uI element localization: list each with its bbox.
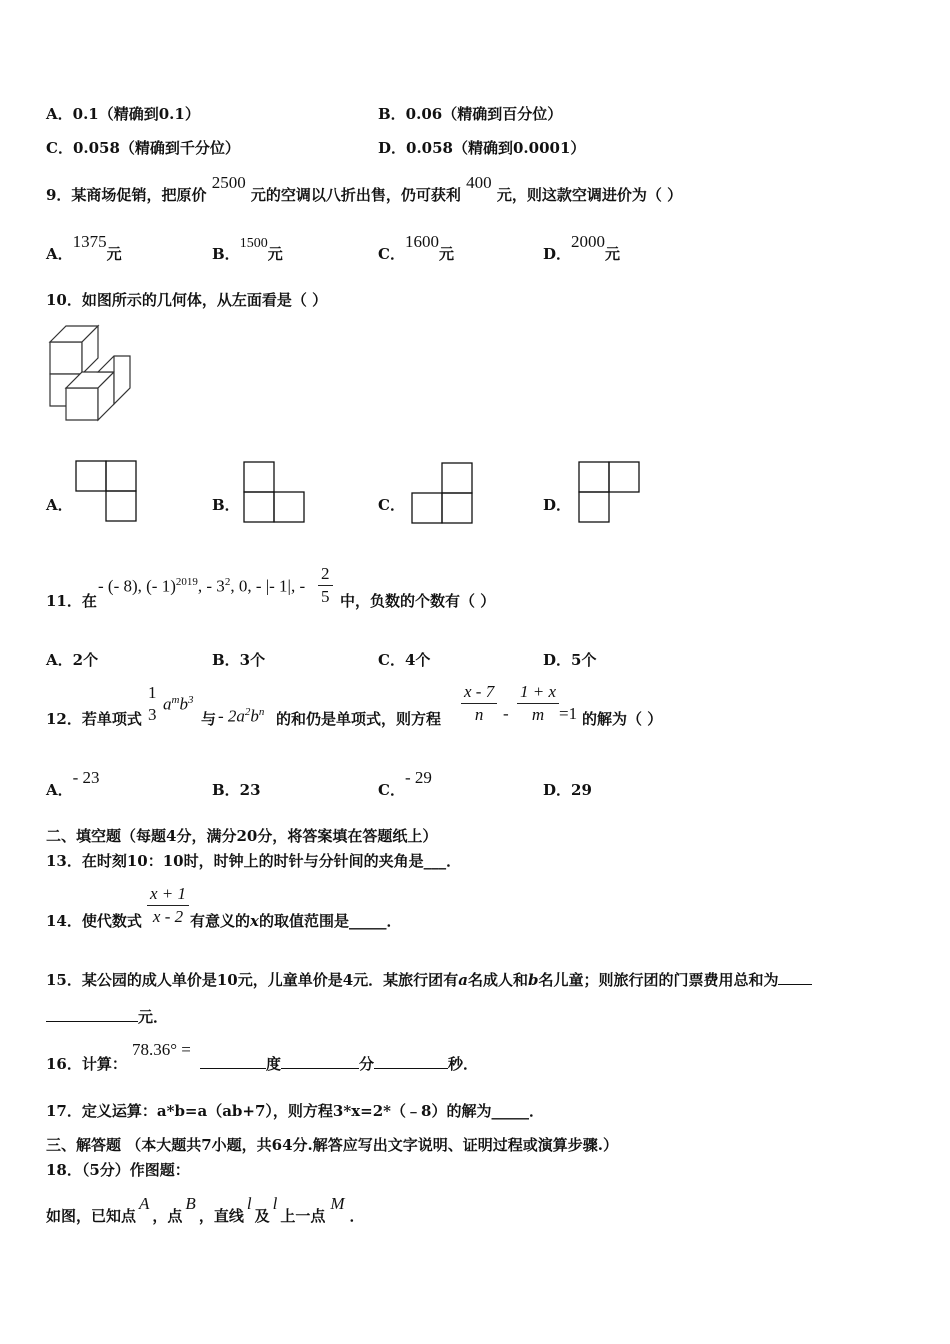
q12-option-d: D．29 [543,781,592,799]
q12-mid: 的和仍是单项式，则方程 [276,710,442,728]
section-3-heading: 三、解答题 （本大题共7小题，共64分.解答应写出文字说明、证明过程或演算步骤.） [46,1136,618,1154]
q9-stem: 9．某商场促销，把原价 2500 元的空调以八折出售，仍可获利 400 元，则这款空调进价为（ ） [46,173,683,204]
q9-price: 2500 [211,173,246,192]
q11-expression: - (- 8), (- 1)$^{2019}$, - $3^2$, 0, - |- 1|, - [98,576,306,596]
q10-option-b-label: B． [212,496,240,514]
q11-fraction: $\frac{2}{5}$ [318,563,333,608]
q12-prefix: 12．若单项式 [46,710,142,728]
q15-line-1: 15．某公园的成人单价是10元，儿童单价是4元．某旅行团有a名成人和b名儿童；则旅行团的门票费用总和为 [46,969,812,990]
q18-title: 18．（5分）作图题： [46,1161,190,1179]
q14-fraction: $\frac{x + 1}{x - 2}$ [147,883,189,928]
q8-option-c: C．0.058（精确到千分位） [46,139,240,157]
q11-option-d: D．5个 [543,651,597,669]
q12-option-c: C．- 29 [378,768,432,799]
q10-option-d-view [578,461,640,523]
q13: 13．在时刻10：10时，时钟上的时针与分针间的夹角是___． [46,852,462,870]
q10-option-c-label: C． [378,496,405,514]
q9-option-a: A．1375元 [46,232,122,263]
q10-option-d-label: D． [543,496,572,514]
q10-option-c-view [411,462,473,524]
q10-option-a-label: A． [46,496,73,514]
q8-option-b: B．0.06（精确到百分位） [378,105,563,123]
q17: 17．定义运算：a*b=a（ab+7），则方程3*x=2*（﹣8）的解为_____． [46,1102,544,1120]
q14-suffix: 有意义的x的取值范围是_____． [190,912,402,930]
q9-option-c: C．1600元 [378,232,454,263]
q12-with: 与 [201,710,217,728]
q16-blanks: 度 分 秒． [200,1053,478,1074]
q10-option-b-view [243,461,305,523]
q9-option-b: B．1500元 [212,236,283,263]
q8-option-d: D．0.058（精确到0.0001） [378,139,586,157]
q12-option-a: A．- 23 [46,768,100,799]
q12-option-b: B．23 [212,781,261,799]
q11-option-a: A．2个 [46,651,99,669]
q10-stem: 10．如图所示的几何体，从左面看是（ ） [46,291,328,309]
q16-value: 78.36° = [132,1040,191,1059]
q12-coef-fraction: 1 3 [148,683,157,724]
q12-fraction-2: $\frac{1 + x}{m}$ [517,681,559,726]
q11-suffix: 中，负数的个数有（ ） [340,592,496,610]
q10-solid-figure [48,322,138,424]
q15-line-2: 元． [46,1006,168,1027]
q12-monomial-2: - $2a^2b^n$ [218,706,265,726]
q11-option-b: B．3个 [212,651,266,669]
q12-equals: =1 [559,704,578,723]
q12-suffix: 的解为（ ） [582,710,663,728]
q14-prefix: 14．使代数式 [46,912,142,930]
q8-option-a: A．0.1（精确到0.1） [46,105,200,123]
q9-profit: 400 [466,173,492,192]
q11-option-c: C．4个 [378,651,431,669]
q18-body: 如图，已知点A，点B，直线l及l上一点M． [46,1194,365,1225]
q10-option-a-view [75,460,137,522]
q12-monomial-1: $a^mb^3$ [163,694,194,714]
q12-fraction-1: $\frac{x - 7}{n}$ [461,681,497,726]
q11-prefix: 11．在 [46,592,97,610]
q9-option-d: D．2000元 [543,232,621,263]
q16-prefix: 16．计算： [46,1055,127,1073]
section-2-heading: 二、填空题（每题4分，满分20分，将答案填在答题纸上） [46,827,438,845]
q12-minus: - [503,704,509,723]
